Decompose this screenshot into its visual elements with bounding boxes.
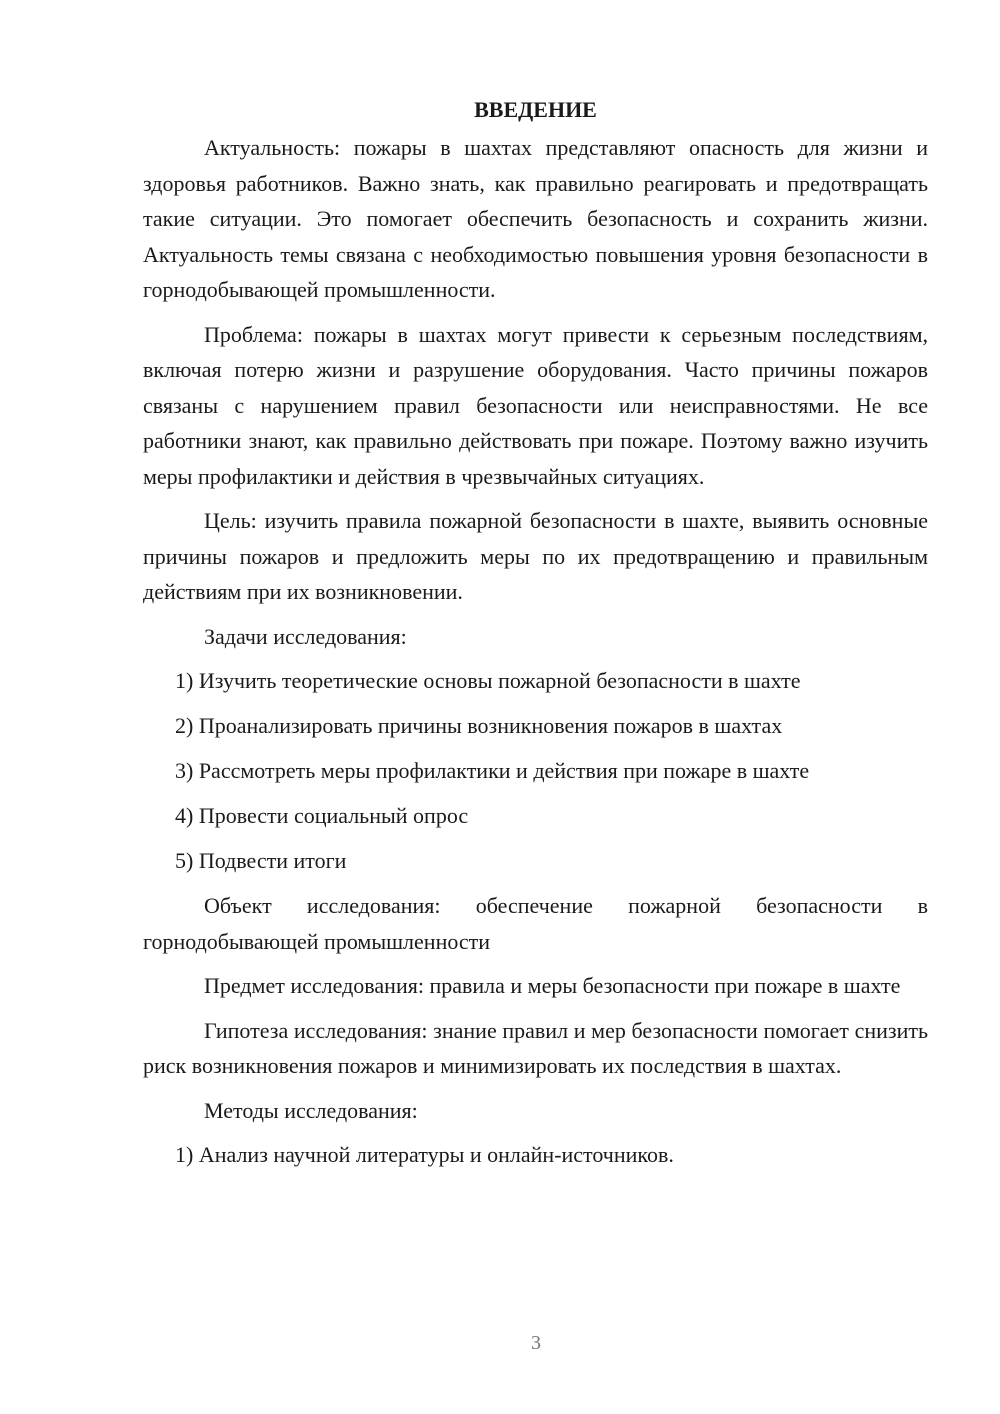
task-item-5: 5) Подвести итоги: [175, 848, 347, 873]
method-item-1: 1) Анализ научной литературы и онлайн-источников.: [175, 1142, 674, 1167]
page-number: 3: [531, 1332, 541, 1354]
page-title: ВВЕДЕНИЕ: [474, 97, 597, 122]
subject-paragraph: Предмет исследования: правила и меры безопасности при пожаре в шахте: [204, 973, 901, 998]
goal-paragraph: Цель: изучить правила пожарной безопасности в шахте, выявить основные причины пожаров и предложить меры по их предотвращению и правильным действиям при их возникновении.: [143, 508, 928, 604]
task-item-2: 2) Проанализировать причины возникновения пожаров в шахтах: [175, 713, 783, 738]
tasks-heading: Задачи исследования:: [204, 623, 407, 649]
object-paragraph: Объект исследования: обеспечение пожарной безопасности в горнодобывающей промышленности: [143, 893, 928, 954]
hypothesis-paragraph: Гипотеза исследования: знание правил и мер безопасности помогает снизить риск возникновения пожаров и минимизировать их последствия в шахтах.: [143, 1017, 928, 1078]
document-body: [143, 92, 928, 1182]
task-item-3: 3) Рассмотреть меры профилактики и действия при пожаре в шахте: [175, 758, 810, 783]
problem-paragraph: Проблема: пожары в шахтах могут привести к серьезным последствиям, включая потерю жизни и разрушение оборудования. Часто причины пожаров связаны с нарушением правил безопасности или неисправностями. Не все работники знают, как правильно действовать при пожаре. Поэтому важно изучить меры профилактики и действия в чрезвычайных ситуациях.: [143, 321, 928, 489]
task-item-1: 1) Изучить теоретические основы пожарной безопасности в шахте: [175, 668, 801, 693]
task-item-4: 4) Провести социальный опрос: [175, 803, 469, 828]
methods-heading: Методы исследования:: [204, 1097, 418, 1123]
relevance-paragraph: Актуальность: пожары в шахтах представляют опасность для жизни и здоровья работников. Важно знать, как правильно реагировать и предотвращать такие ситуации. Это помогает обеспечить безопасность и сохранить жизни. Актуальность темы связана с необходимостью повышения уровня безопасности в горнодобывающей промышленности.: [143, 135, 928, 302]
